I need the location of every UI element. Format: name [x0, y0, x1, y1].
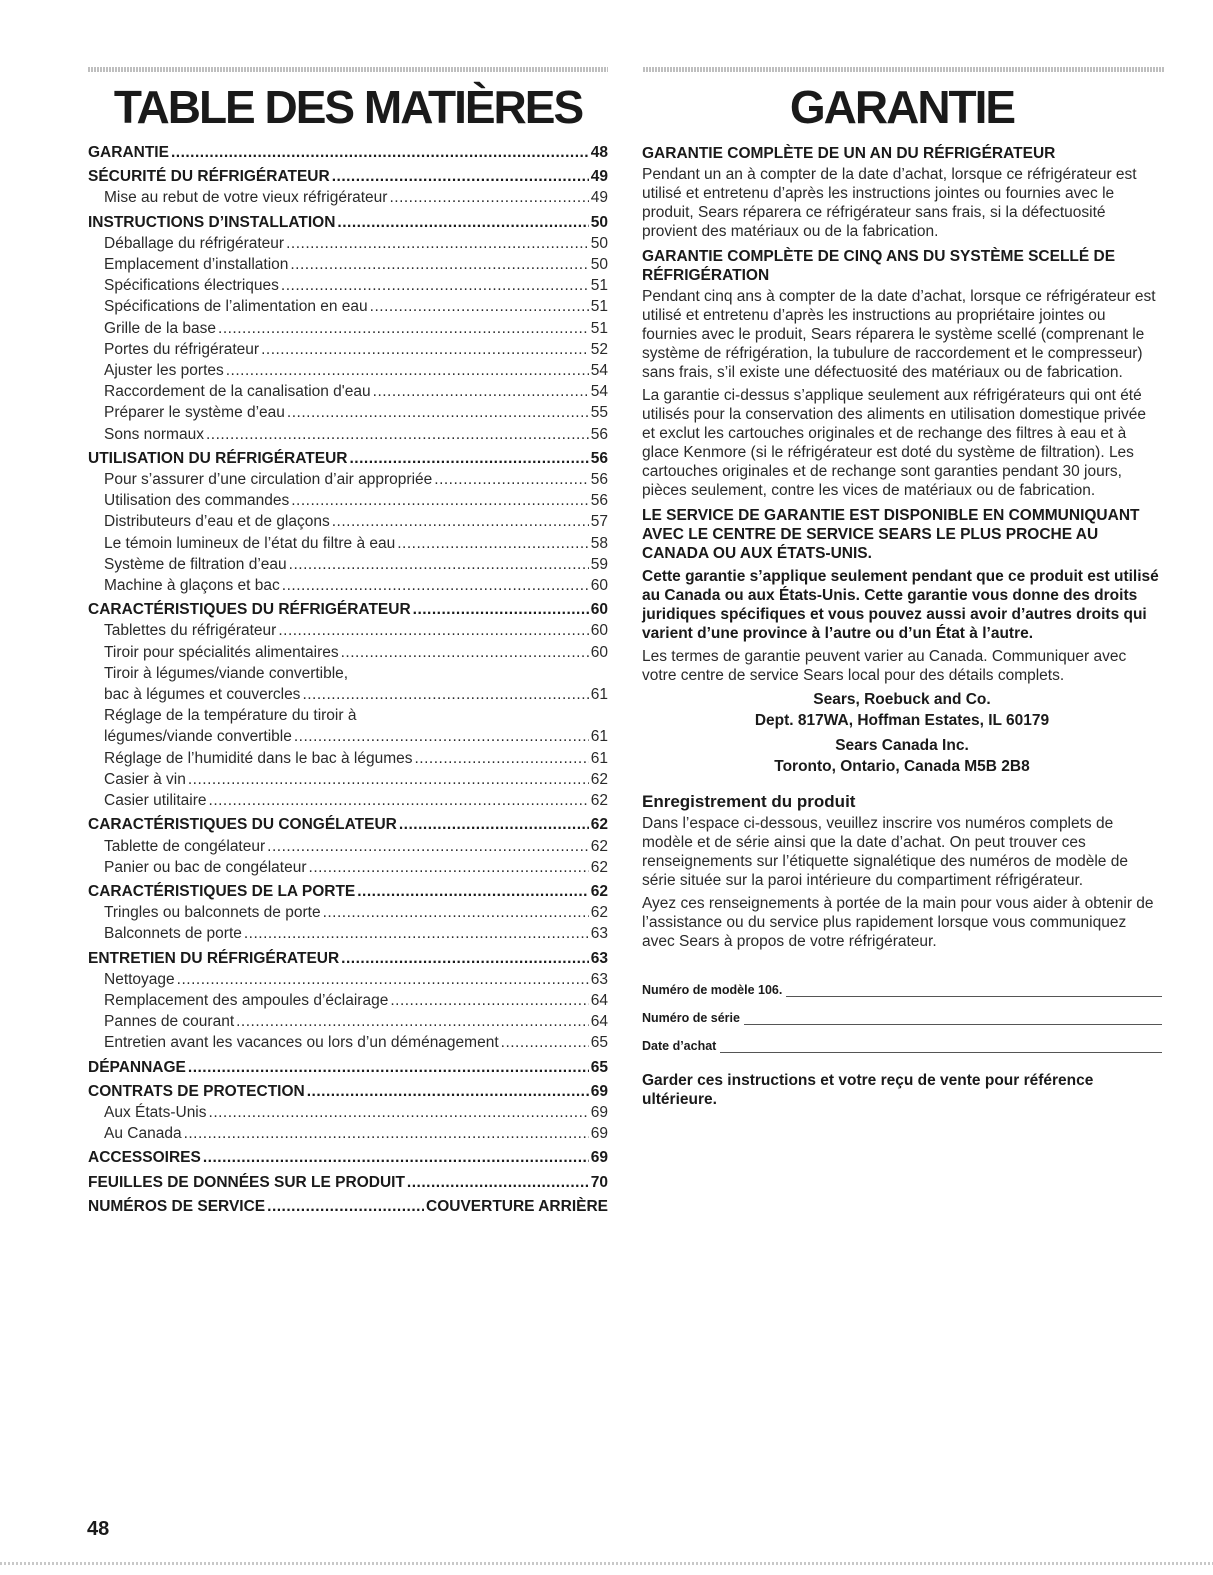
toc-entry-label: Pour s’assurer d’une circulation d’air appropriée — [104, 471, 433, 489]
toc-subsection-entry — [88, 857, 608, 878]
toc-entry-label: Spécifications électriques — [104, 277, 279, 295]
toc-entry-label: Balconnets de porte — [104, 925, 242, 943]
toc-entry-label: Tablette de congélateur — [104, 837, 266, 855]
toc-entry-page: 55 — [590, 404, 608, 422]
toc-subsection-entry — [88, 1123, 608, 1144]
toc-leader-dots — [399, 814, 589, 835]
toc-section-entry — [88, 1147, 608, 1168]
serial-number-line[interactable] — [744, 1012, 1162, 1025]
toc-entry-page: 56 — [590, 449, 608, 467]
toc-entry-page: 51 — [590, 277, 608, 295]
toc-subsection-entry — [88, 254, 608, 275]
top-rule-right — [643, 67, 1165, 72]
toc-list — [88, 142, 608, 1217]
toc-section-entry — [88, 1057, 608, 1078]
toc-leader-dots — [209, 1102, 589, 1123]
toc-section-entry — [88, 1081, 608, 1102]
toc-leader-dots — [218, 318, 589, 339]
toc-entry-label: ACCESSOIRES — [88, 1149, 201, 1167]
toc-leader-dots — [267, 1196, 424, 1217]
toc-entry-label: Panier ou bac de congélateur — [104, 858, 307, 876]
toc-subsection-entry — [88, 554, 608, 575]
toc-leader-dots — [501, 1032, 589, 1053]
warranty-title: GARANTIE — [789, 81, 1015, 133]
toc-entry-page: 64 — [590, 1013, 608, 1031]
toc-entry-page: 63 — [590, 970, 608, 988]
toc-subsection-entry — [88, 402, 608, 423]
toc-leader-dots — [188, 769, 589, 790]
toc-entry-label: Machine à glaçons et bac — [104, 577, 280, 595]
toc-leader-dots — [337, 212, 588, 233]
toc-entry-label: Le témoin lumineux de l’état du filtre à eau — [104, 534, 396, 552]
toc-entry-label: SÉCURITÉ DU RÉFRIGÉRATEUR — [88, 168, 330, 186]
toc-subsection-entry — [88, 990, 608, 1011]
toc-leader-dots — [357, 881, 589, 902]
toc-entry-label: INSTRUCTIONS D’INSTALLATION — [88, 213, 336, 231]
toc-leader-dots — [373, 381, 589, 402]
toc-entry-label: Déballage du réfrigérateur — [104, 234, 285, 252]
address-sears-us-dept: Dept. 817WA, Hoffman Estates, IL 60179 — [754, 712, 1050, 729]
toc-leader-dots — [294, 726, 589, 747]
toc-subsection-entry — [88, 1102, 608, 1123]
toc-entry-page: 62 — [590, 770, 608, 788]
toc-entry-page: 65 — [590, 1058, 608, 1076]
keep-instructions-note: Garder ces instructions et votre reçu de vente pour référence ultérieure. — [642, 1072, 1094, 1108]
toc-entry-page: 54 — [590, 383, 608, 401]
toc-section-entry — [88, 142, 608, 163]
toc-entry-label: Remplacement des ampoules d’éclairage — [104, 991, 389, 1009]
address-sears-us-name: Sears, Roebuck and Co. — [813, 691, 991, 708]
toc-subsection-entry — [88, 187, 608, 208]
toc-entry-page: 62 — [590, 837, 608, 855]
toc-entry-label: bac à légumes et couvercles — [104, 686, 301, 704]
toc-leader-dots — [177, 969, 589, 990]
toc-entry-page: 50 — [590, 234, 608, 252]
toc-entry-page: 70 — [590, 1173, 608, 1191]
toc-entry-label: FEUILLES DE DONNÉES SUR LE PRODUIT — [88, 1173, 405, 1191]
toc-subsection-entry — [88, 339, 608, 360]
toc-entry-page: 50 — [590, 213, 608, 231]
toc-entry-label: Raccordement de la canalisation d'eau — [104, 383, 371, 401]
toc-leader-dots — [341, 642, 589, 663]
toc-entry-label: CARACTÉRISTIQUES DU CONGÉLATEUR — [88, 816, 397, 834]
toc-entry-page: 60 — [590, 622, 608, 640]
toc-subsection-entry — [88, 469, 608, 490]
bottom-rule — [0, 1562, 1213, 1565]
toc-section-entry — [88, 814, 608, 835]
toc-entry-label: Préparer le système d’eau — [104, 404, 285, 422]
toc-subsection-entry — [88, 233, 608, 254]
toc-section-entry — [88, 448, 608, 469]
toc-entry-label: GARANTIE — [88, 144, 169, 161]
toc-leader-dots — [413, 599, 589, 620]
toc-column — [88, 80, 608, 1217]
toc-entry-page: 50 — [590, 256, 608, 274]
toc-entry-page: 62 — [590, 882, 608, 900]
toc-section-entry — [88, 212, 608, 233]
toc-entry-page: 61 — [590, 749, 608, 767]
toc-entry-page: 56 — [590, 492, 608, 510]
warranty-canada-terms: Les termes de garantie peuvent varier au Canada. Communiquer avec votre centre de service Sears local pour des détails complets. — [642, 648, 1127, 684]
toc-entry-page: 62 — [590, 792, 608, 810]
registration-title: Enregistrement du produit — [642, 792, 856, 811]
toc-entry-page: 52 — [590, 340, 608, 358]
toc-entry-label: Portes du réfrigérateur — [104, 340, 260, 358]
toc-entry-page: 59 — [590, 555, 608, 573]
toc-section-entry — [88, 599, 608, 620]
toc-subsection-entry — [88, 836, 608, 857]
toc-section-entry — [88, 948, 608, 969]
toc-entry-label: CARACTÉRISTIQUES DE LA PORTE — [88, 882, 356, 900]
warranty-heading-one-year: GARANTIE COMPLÈTE DE UN AN DU RÉFRIGÉRATEUR — [642, 145, 1056, 162]
toc-entry-label: Nettoyage — [104, 970, 175, 988]
toc-entry-label: DÉPANNAGE — [88, 1058, 186, 1076]
toc-entry-page: 62 — [590, 816, 608, 834]
toc-subsection-entry — [88, 790, 608, 811]
toc-subsection-entry — [88, 533, 608, 554]
toc-entry-label: Tringles ou balconnets de porte — [104, 904, 321, 922]
toc-entry-label: Système de filtration d’eau — [104, 555, 287, 573]
toc-entry-page: 56 — [590, 425, 608, 443]
toc-leader-dots — [390, 990, 588, 1011]
toc-subsection-entry — [88, 424, 608, 445]
toc-subsection-entry — [88, 275, 608, 296]
toc-entry-page: 69 — [590, 1125, 608, 1143]
registration-text-keep-handy: Ayez ces renseignements à portée de la main pour vous aider à obtenir de l’assistance ou du service plus rapidement lorsque vous communiquez avec Sears à propos de votre réfrigérateur. — [642, 895, 1154, 950]
toc-leader-dots — [281, 275, 589, 296]
toc-section-entry — [88, 1196, 608, 1217]
toc-subsection-entry — [88, 726, 608, 747]
toc-entry-page: 61 — [590, 686, 608, 704]
toc-leader-dots — [370, 296, 589, 317]
toc-leader-dots — [287, 402, 589, 423]
warranty-legal-rights: Cette garantie s’applique seulement pendant que ce produit est utilisé au Canada ou aux États-Unis. Cette garantie vous donne des droits juridiques spécifiques et vous pouvez aussi avoir d’autres droits qui varient d’une province à l’autre ou d’un État à l’autre. — [642, 568, 1159, 642]
toc-entry-label: légumes/viande convertible — [104, 728, 292, 746]
toc-entry-label: Emplacement d’installation — [104, 256, 289, 274]
toc-leader-dots — [323, 902, 589, 923]
toc-subsection-entry — [88, 490, 608, 511]
toc-leader-dots — [184, 1123, 589, 1144]
toc-leader-dots — [282, 575, 589, 596]
toc-entry-label: Tablettes du réfrigérateur — [104, 622, 277, 640]
toc-leader-dots — [203, 1147, 589, 1168]
toc-entry-label: NUMÉROS DE SERVICE — [88, 1197, 266, 1215]
toc-subsection-entry — [88, 748, 608, 769]
toc-leader-dots — [236, 1011, 589, 1032]
warranty-heading-five-year: GARANTIE COMPLÈTE DE CINQ ANS DU SYSTÈME SCELLÉ DE RÉFRIGÉRATION — [642, 248, 1116, 284]
toc-entry-page: 60 — [590, 577, 608, 595]
toc-entry-page: 49 — [590, 168, 608, 186]
toc-leader-dots — [171, 142, 589, 163]
toc-title: TABLE DES MATIÈRES — [113, 81, 583, 133]
toc-entry-page: 62 — [590, 858, 608, 876]
toc-subsection-entry — [88, 663, 608, 684]
toc-entry-page: COUVERTURE ARRIÈRE — [426, 1197, 608, 1215]
toc-leader-dots — [290, 254, 588, 275]
toc-subsection-entry — [88, 1011, 608, 1032]
toc-leader-dots — [332, 166, 589, 187]
toc-section-entry — [88, 166, 608, 187]
toc-entry-label: Distributeurs d’eau et de glaçons — [104, 513, 330, 531]
toc-entry-page: 69 — [590, 1149, 608, 1167]
warranty-text-one-year: Pendant un an à compter de la date d’achat, lorsque ce réfrigérateur est utilisé et entretenu d’après les instructions jointes ou fournies avec le produit, Sears réparera ce réfrigérateur sans frais, si la défectuosité provient des matériaux ou de la fabrication. — [642, 166, 1137, 240]
toc-leader-dots — [349, 448, 588, 469]
toc-leader-dots — [309, 857, 589, 878]
toc-subsection-entry — [88, 769, 608, 790]
address-block — [642, 689, 1162, 777]
toc-leader-dots — [188, 1057, 589, 1078]
toc-entry-page: 51 — [590, 298, 608, 316]
toc-subsection-entry — [88, 923, 608, 944]
toc-entry-label: Casier utilitaire — [104, 792, 207, 810]
toc-entry-page: 62 — [590, 904, 608, 922]
warranty-column — [642, 80, 1162, 1113]
warranty-text-five-year: Pendant cinq ans à compter de la date d’achat, lorsque ce réfrigérateur est utilisé et entretenu d’après les instructions au propriétaire jointes ou fournies avec le produit, Sears réparera le système scellé (comprenant le système de réfrigération, la tubulure de raccordement et le compresseur) sans frais, s’il existe une défectuosité des matériaux ou de fabrication. — [642, 288, 1156, 381]
toc-leader-dots — [389, 187, 588, 208]
toc-entry-page: 60 — [590, 601, 608, 619]
toc-leader-dots — [244, 923, 589, 944]
toc-entry-label: Tiroir pour spécialités alimentaires — [104, 643, 339, 661]
top-rule-left — [88, 67, 608, 72]
warranty-text-exclusions: La garantie ci-dessus s’applique seulement aux réfrigérateurs qui ont été utilisés pour la conservation des aliments en utilisation domestique privée et exclut les cartouches originales et de rechange des filtres à eau et à glace Kenmore (si le réfrigérateur est doté du système de filtration). Les cartouches originales et de rechange sont garanties pendant 30 jours, pièces seulement, contre les vices de matériaux ou de fabrication. — [642, 387, 1147, 499]
toc-entry-label: Aux États-Unis — [104, 1103, 207, 1121]
toc-subsection-entry — [88, 705, 608, 726]
toc-subsection-entry — [88, 318, 608, 339]
toc-entry-label: Réglage de l’humidité dans le bac à légumes — [104, 749, 413, 767]
toc-subsection-entry — [88, 575, 608, 596]
serial-number-label: Numéro de série — [642, 1011, 740, 1025]
toc-leader-dots — [286, 233, 589, 254]
purchase-date-line[interactable] — [720, 1040, 1162, 1053]
toc-entry-page: 54 — [590, 362, 608, 380]
toc-leader-dots — [307, 1081, 589, 1102]
toc-entry-page: 51 — [590, 319, 608, 337]
toc-entry-label: Spécifications de l’alimentation en eau — [104, 298, 368, 316]
toc-entry-page: 69 — [590, 1082, 608, 1100]
toc-entry-label: Entretien avant les vacances ou lors d’un déménagement — [104, 1034, 499, 1052]
toc-entry-label: Mise au rebut de votre vieux réfrigérateur — [104, 189, 388, 207]
toc-entry-page: 69 — [590, 1103, 608, 1121]
toc-leader-dots — [434, 469, 588, 490]
toc-subsection-entry — [88, 684, 608, 705]
toc-leader-dots — [226, 360, 589, 381]
toc-subsection-entry — [88, 360, 608, 381]
toc-subsection-entry — [88, 902, 608, 923]
toc-entry-page: 56 — [590, 471, 608, 489]
toc-leader-dots — [332, 511, 589, 532]
toc-entry-label: Sons normaux — [104, 425, 204, 443]
warranty-service-heading: LE SERVICE DE GARANTIE EST DISPONIBLE EN COMMUNIQUANT AVEC LE CENTRE DE SERVICE SEARS LE PLUS PROCHE AU CANADA OU AUX ÉTATS-UNIS. — [642, 507, 1140, 562]
toc-entry-page: 64 — [590, 991, 608, 1009]
toc-subsection-entry — [88, 381, 608, 402]
toc-entry-label: UTILISATION DU RÉFRIGÉRATEUR — [88, 449, 348, 467]
toc-subsection-entry — [88, 969, 608, 990]
toc-entry-page: 63 — [590, 925, 608, 943]
toc-leader-dots — [267, 836, 589, 857]
model-number-line[interactable] — [786, 984, 1162, 997]
toc-leader-dots — [206, 424, 589, 445]
toc-entry-page: 48 — [590, 144, 608, 161]
toc-leader-dots — [209, 790, 589, 811]
address-sears-canada-city: Toronto, Ontario, Canada M5B 2B8 — [774, 758, 1030, 775]
toc-entry-page: 49 — [590, 189, 608, 207]
toc-entry-label: Tiroir à légumes/viande convertible, — [104, 664, 349, 682]
toc-leader-dots — [261, 339, 589, 360]
toc-entry-page: 65 — [590, 1034, 608, 1052]
toc-section-entry — [88, 881, 608, 902]
toc-subsection-entry — [88, 620, 608, 641]
toc-entry-label: Pannes de courant — [104, 1013, 235, 1031]
toc-entry-page: 57 — [590, 513, 608, 531]
toc-section-entry — [88, 1172, 608, 1193]
toc-entry-page: 58 — [590, 534, 608, 552]
toc-leader-dots — [407, 1172, 589, 1193]
toc-leader-dots — [291, 490, 589, 511]
toc-entry-label: Au Canada — [104, 1125, 182, 1143]
toc-leader-dots — [278, 620, 588, 641]
model-number-label: Numéro de modèle 106. — [642, 983, 783, 997]
toc-entry-page: 63 — [590, 949, 608, 967]
toc-entry-label: Utilisation des commandes — [104, 492, 290, 510]
registration-text-instructions: Dans l’espace ci-dessous, veuillez inscrire vos numéros complets de modèle et de série ainsi que la date d’achat. On peut trouver ces renseignements sur l’étiquette signalétique des numéros de modèle de série située sur la paroi intérieure du compartiment réfrigérateur. — [642, 815, 1128, 889]
toc-entry-page: 60 — [590, 643, 608, 661]
toc-entry-label: ENTRETIEN DU RÉFRIGÉRATEUR — [88, 949, 340, 967]
toc-entry-label: Grille de la base — [104, 319, 217, 337]
toc-entry-label: Réglage de la température du tiroir à — [104, 707, 357, 725]
address-sears-canada-name: Sears Canada Inc. — [835, 737, 969, 754]
toc-entry-page: 61 — [590, 728, 608, 746]
serial-number-field[interactable] — [642, 1011, 1162, 1025]
toc-entry-label: CONTRATS DE PROTECTION — [88, 1082, 305, 1100]
toc-entry-label: Ajuster les portes — [104, 362, 224, 380]
purchase-date-field[interactable] — [642, 1039, 1162, 1053]
toc-subsection-entry — [88, 642, 608, 663]
purchase-date-label: Date d’achat — [642, 1039, 717, 1053]
page-number: 48 — [87, 1518, 110, 1540]
toc-leader-dots — [414, 748, 588, 769]
toc-subsection-entry — [88, 296, 608, 317]
model-number-field[interactable] — [642, 983, 1162, 997]
toc-leader-dots — [289, 554, 589, 575]
toc-leader-dots — [341, 948, 589, 969]
toc-entry-label: CARACTÉRISTIQUES DU RÉFRIGÉRATEUR — [88, 601, 411, 619]
toc-entry-label: Casier à vin — [104, 770, 186, 788]
toc-subsection-entry — [88, 511, 608, 532]
toc-leader-dots — [302, 684, 588, 705]
toc-leader-dots — [397, 533, 589, 554]
toc-subsection-entry — [88, 1032, 608, 1053]
